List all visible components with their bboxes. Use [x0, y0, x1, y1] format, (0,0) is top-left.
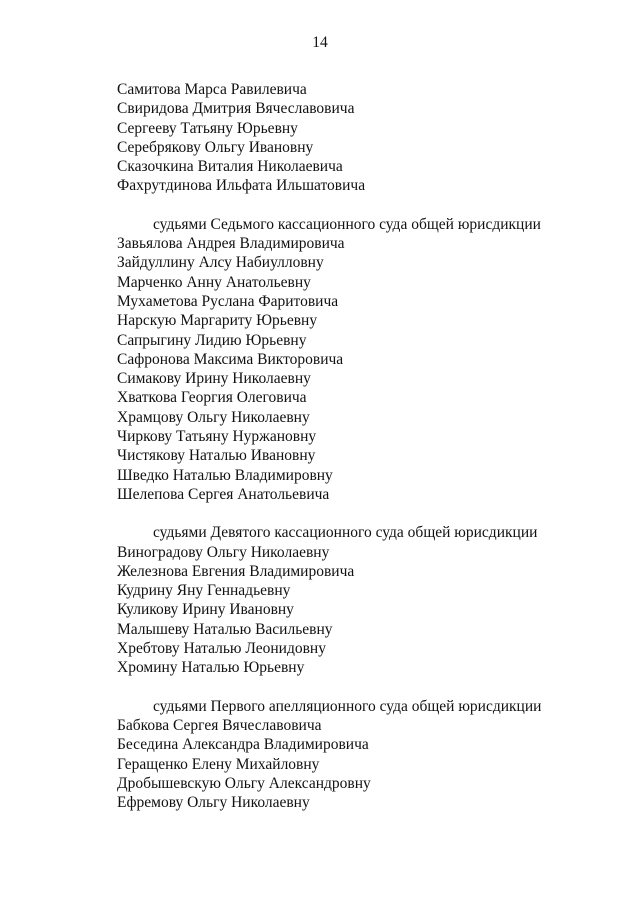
judge-name: Сафронова Максима Викторовича [117, 350, 344, 368]
judge-name: Фахрутдинова Ильфата Ильшатовича [117, 177, 366, 195]
name-list [117, 234, 587, 504]
judge-name: Бабкова Сергея Вячеславовича [117, 716, 322, 734]
judge-name: Дробышевскую Ольгу Александровну [117, 774, 371, 792]
section-ninth-cassation-court [117, 523, 587, 677]
name-list [117, 543, 587, 678]
judge-name: Сказочкина Виталия Николаевича [117, 158, 343, 176]
judge-name: Хромину Наталью Юрьевну [117, 659, 305, 677]
judge-name: Серебрякову Ольгу Ивановну [117, 138, 314, 156]
judge-name: Малышеву Наталью Васильевну [117, 620, 333, 638]
name-list [117, 80, 587, 196]
judge-name: Сапрыгину Лидию Юрьевну [117, 331, 307, 349]
judge-name: Железнова Евгения Владимировича [117, 562, 355, 580]
section-seventh-cassation-court [117, 215, 587, 504]
judge-name: Кудрину Яну Геннадьевну [117, 582, 291, 600]
judge-name: Сергееву Татьяну Юрьевну [117, 119, 298, 137]
judge-name: Ефремову Ольгу Николаевну [117, 794, 310, 812]
judge-name: Чиркову Татьяну Нуржановну [117, 428, 317, 446]
judge-name: Чистякову Наталью Ивановну [117, 447, 316, 465]
judge-name: Шведко Наталью Владимировну [117, 466, 333, 484]
judge-name: Виноградову Ольгу Николаевну [117, 543, 330, 561]
judge-name: Хребтову Наталью Леонидовну [117, 640, 326, 658]
judge-name: Марченко Анну Анатольевну [117, 273, 311, 291]
section-continued-list [117, 80, 587, 196]
section-heading: судьями Девятого кассационного суда общей юрисдикции [153, 524, 538, 542]
page-number: 14 [312, 34, 328, 51]
document-body [117, 80, 587, 831]
judge-name: Самитова Марса Равилевича [117, 81, 307, 98]
section-heading: судьями Седьмого кассационного суда общей юрисдикции [153, 215, 541, 233]
judge-name: Храмцову Ольгу Николаевну [117, 408, 310, 426]
judge-name: Завьялова Андрея Владимировича [117, 235, 345, 253]
judge-name: Симакову Ирину Николаевну [117, 370, 311, 388]
judge-name: Зайдуллину Алсу Набиулловну [117, 254, 324, 272]
section-heading: судьями Первого апелляционного суда общей юрисдикции [153, 697, 542, 715]
judge-name: Хваткова Георгия Олеговича [117, 389, 307, 407]
judge-name: Беседина Александра Владимировича [117, 736, 369, 754]
judge-name: Куликову Ирину Ивановну [117, 601, 294, 619]
name-list [117, 716, 587, 812]
judge-name: Мухаметова Руслана Фаритовича [117, 292, 339, 310]
judge-name: Шелепова Сергея Анатольевича [117, 485, 330, 503]
section-first-appellate-court [117, 697, 587, 813]
judge-name: Геращенко Елену Михайловну [117, 755, 320, 773]
judge-name: Нарскую Маргариту Юрьевну [117, 312, 318, 330]
judge-name: Свиридова Дмитрия Вячеславовича [117, 100, 355, 118]
